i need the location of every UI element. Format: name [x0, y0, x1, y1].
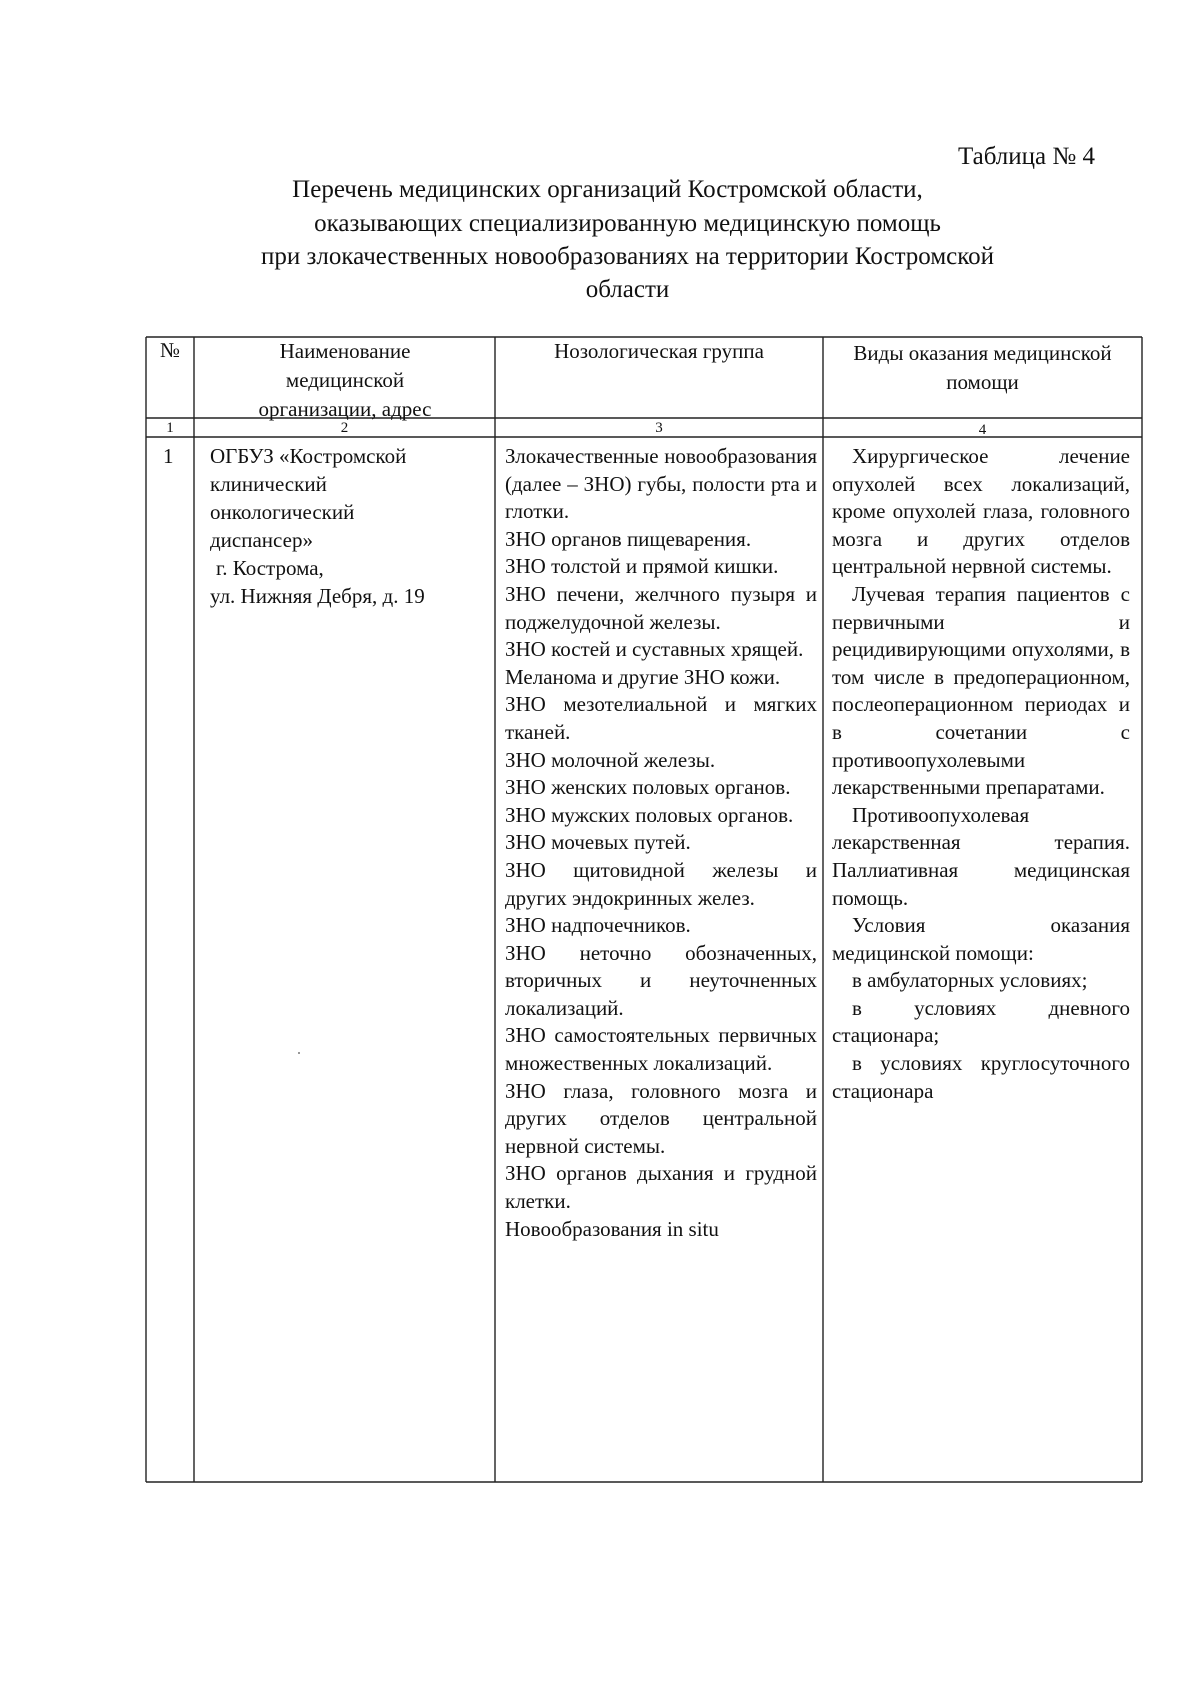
nosology-cell [505, 443, 817, 1243]
list-item: Злокачественные новообразования (далее – ЗНО) губы, полости рта и глотки. [505, 444, 817, 524]
column-number: 3 [655, 420, 663, 436]
list-item: ЗНО печени, желчного пузыря и поджелудочной железы. [505, 581, 817, 634]
list-item: Меланома и другие ЗНО кожи. [505, 664, 781, 689]
title-line: оказывающих специализированную медицинскую помощь [314, 210, 941, 237]
list-item: ЗНО мужских половых органов. [505, 802, 794, 827]
title-line: области [585, 276, 670, 303]
list-item: ЗНО женских половых органов. [505, 775, 791, 800]
header-cell-nosology: Нозологическая группа [554, 339, 764, 363]
care-paragraph: Условия оказания медицинской помощи: [832, 913, 1130, 965]
header-cell-care: Виды оказания медицинской помощи [853, 341, 1112, 394]
care-paragraph: Хирургическое лечение опухолей всех локализаций, кроме опухолей глаза, головного мозга и других отделов центральной нервной системы. [832, 444, 1130, 579]
list-item: ЗНО мезотелиальной и мягких тканей. [505, 692, 817, 744]
list-item: ЗНО глаза, головного мозга и других отделов центральной нервной системы. [505, 1078, 817, 1158]
header-cell-organization: Наименование медицинской организации, адрес [258, 339, 432, 421]
care-condition: в амбулаторных условиях; [852, 968, 1088, 993]
title-line: Перечень медицинских организаций Костромской области, [292, 176, 923, 203]
header-cell-number: № [159, 338, 181, 362]
list-item: ЗНО костей и суставных хрящей. [505, 637, 804, 662]
table-number: Таблица № 4 [957, 143, 1095, 170]
scan-speck [298, 1052, 300, 1054]
list-item: Новообразования in situ [505, 1216, 719, 1241]
list-item: ЗНО неточно обозначенных, вторичных и неуточненных локализаций. [505, 940, 817, 1020]
organization-name-line: онкологический [210, 500, 355, 524]
care-paragraph: Лучевая терапия пациентов с первичными и рецидивирующими опухолями, в том числе в предоперационном, послеоперационном периодах и в сочетании с противоопухолевыми лекарственными препаратами. [832, 581, 1130, 800]
organization-name-line: клинический [210, 472, 327, 496]
list-item: ЗНО мочевых путей. [505, 830, 691, 855]
title-line: при злокачественных новообразованиях на территории Костромской [260, 243, 995, 270]
care-cell [832, 443, 1130, 1105]
organization-name-line: диспансер» [210, 528, 313, 552]
list-item: ЗНО надпочечников. [505, 913, 691, 938]
list-item: ЗНО органов дыхания и грудной клетки. [505, 1161, 817, 1214]
column-number: 4 [978, 422, 987, 438]
list-item: ЗНО молочной железы. [505, 747, 716, 772]
care-condition: в условиях дневного стационара; [832, 995, 1130, 1048]
organization-city: г. Кострома, [216, 556, 324, 580]
organization-name-line: ОГБУЗ «Костромской [210, 444, 407, 468]
care-paragraph: Противоопухолевая лекарственная терапия. Паллиативная медицинская помощь. [832, 802, 1130, 910]
list-item: ЗНО щитовидной железы и других эндокринных желез. [505, 857, 817, 910]
column-number: 1 [166, 420, 174, 436]
list-item: ЗНО органов пищеварения. [505, 526, 752, 551]
row-number: 1 [163, 444, 174, 468]
care-condition: в условиях круглосуточного стационара [832, 1051, 1130, 1103]
column-number: 2 [340, 420, 349, 436]
list-item: ЗНО самостоятельных первичных множественных локализаций. [505, 1023, 817, 1076]
list-item: ЗНО толстой и прямой кишки. [505, 554, 779, 579]
organization-address: ул. Нижняя Дебря, д. 19 [210, 584, 425, 608]
